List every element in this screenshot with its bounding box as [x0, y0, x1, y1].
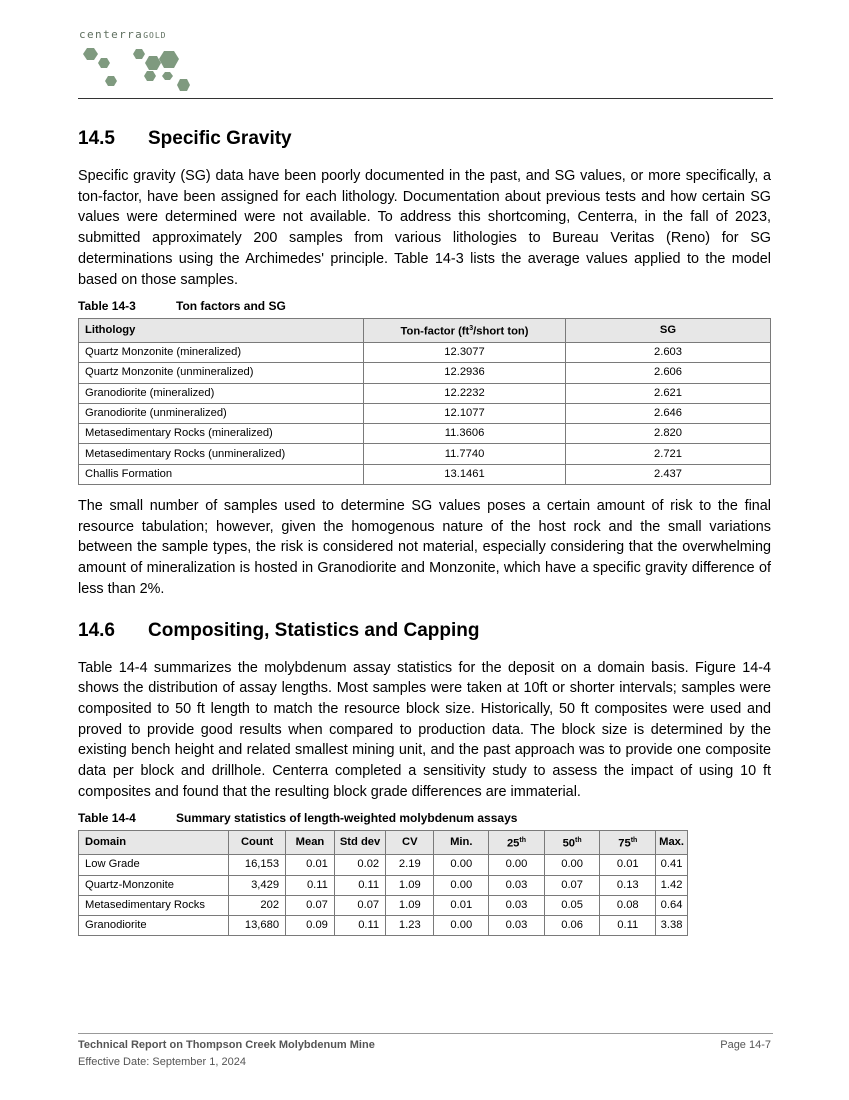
molybdenum-statistics-table	[78, 830, 688, 936]
table-row	[79, 424, 771, 444]
footer-page-number: Page 14-7	[720, 1039, 771, 1051]
table-row	[79, 895, 688, 915]
logo-wordmark: centerraGOLD	[79, 28, 167, 41]
footer-report-title: Technical Report on Thompson Creek Molybdenum Mine	[78, 1039, 375, 1051]
footer-effective-date: Effective Date: September 1, 2024	[78, 1056, 246, 1068]
section-14-5-paragraph-2: The small number of samples used to determine SG values poses a certain amount of risk to the final resource tabulation; however, given the homogenous nature of the host rock and the small variations between the sample types, the risk is considered not material, especially considering that the overwhelming amount of mineralization is hosted in Granodiorite and Monzonite, which have a specific gravity difference of less than 2%.	[78, 498, 771, 597]
table-cell: 2.606	[566, 363, 771, 383]
table-row	[79, 875, 688, 895]
table-cell: 12.3077	[364, 342, 566, 362]
column-header-p50: 50th	[544, 831, 600, 855]
table-cell: 2.721	[566, 444, 771, 464]
table-cell: Metasedimentary Rocks (unmineralized)	[79, 444, 364, 464]
table-cell: 12.2936	[364, 363, 566, 383]
centerra-gold-logo	[79, 28, 209, 98]
table-cell: 0.03	[489, 895, 545, 915]
table-cell: Granodiorite (unmineralized)	[79, 403, 364, 423]
table-row	[79, 464, 771, 484]
table-cell: Low Grade	[79, 855, 229, 875]
table-cell: 0.03	[489, 916, 545, 936]
column-header-std-dev: Std dev	[334, 831, 385, 855]
table-cell: 0.11	[286, 875, 335, 895]
table-cell: 0.09	[286, 916, 335, 936]
page-content	[78, 128, 771, 936]
table-row	[79, 855, 688, 875]
table-cell: 0.00	[434, 916, 489, 936]
table-cell: 12.2232	[364, 383, 566, 403]
column-header-sg: SG	[566, 319, 771, 343]
table-cell: 11.7740	[364, 444, 566, 464]
column-header-p75: 75th	[600, 831, 656, 855]
header-rule	[78, 98, 773, 99]
table-cell: 0.01	[600, 855, 656, 875]
table-cell: 13.1461	[364, 464, 566, 484]
table-cell: 0.11	[334, 875, 385, 895]
table-cell: 0.00	[434, 875, 489, 895]
table-row	[79, 403, 771, 423]
table-cell: 2.621	[566, 383, 771, 403]
table-cell: 0.05	[544, 895, 600, 915]
table-cell: 13,680	[229, 916, 286, 936]
table-cell: 11.3606	[364, 424, 566, 444]
column-header-mean: Mean	[286, 831, 335, 855]
column-header-cv: CV	[386, 831, 434, 855]
table-cell: 0.11	[334, 916, 385, 936]
table-cell: 1.09	[386, 895, 434, 915]
table-cell: 1.23	[386, 916, 434, 936]
table-cell: 0.00	[489, 855, 545, 875]
column-header-min: Min.	[434, 831, 489, 855]
column-header-p25: 25th	[489, 831, 545, 855]
table-cell: Granodiorite (mineralized)	[79, 383, 364, 403]
table-cell: 2.820	[566, 424, 771, 444]
table-cell: 0.01	[286, 855, 335, 875]
table-cell: 0.00	[544, 855, 600, 875]
table-row	[79, 916, 688, 936]
ton-factor-table	[78, 318, 771, 485]
table-cell: 0.64	[656, 895, 688, 915]
table-cell: Metasedimentary Rocks	[79, 895, 229, 915]
column-header-count: Count	[229, 831, 286, 855]
column-header-domain: Domain	[79, 831, 229, 855]
table-cell: Granodiorite	[79, 916, 229, 936]
table-cell: 0.13	[600, 875, 656, 895]
table-cell: Quartz-Monzonite	[79, 875, 229, 895]
table-14-4-caption: Table 14-4 Summary statistics of length-weighted molybdenum assays	[78, 811, 518, 826]
section-14-5-paragraph: Specific gravity (SG) data have been poorly documented in the past, and SG values, or more specifically, a ton-factor, have been assigned for each lithology. Documentation about previous tests and how certain SG values were determined were not available. To address this shortcoming, Centerra, in the fall of 2023, submitted approximately 200 samples from various lithologies to Bureau Veritas (Reno) for SG determinations using the Archimedes' principle. Table 14-3 lists the average values applied to the model based on those samples.	[78, 168, 771, 288]
table-cell: 0.08	[600, 895, 656, 915]
table-cell: 0.03	[489, 875, 545, 895]
table-row	[79, 363, 771, 383]
table-cell: 12.1077	[364, 403, 566, 423]
table-cell: 16,153	[229, 855, 286, 875]
table-cell: Metasedimentary Rocks (mineralized)	[79, 424, 364, 444]
footer-rule	[78, 1033, 773, 1034]
hexagon-cluster-icon	[79, 42, 199, 94]
table-row	[79, 383, 771, 403]
table-cell: 0.07	[544, 875, 600, 895]
table-cell: 0.02	[334, 855, 385, 875]
table-cell: 0.06	[544, 916, 600, 936]
table-cell: Quartz Monzonite (unmineralized)	[79, 363, 364, 383]
section-14-6-heading: 14.6 Compositing, Statistics and Capping	[78, 619, 480, 641]
column-header-max: Max.	[656, 831, 688, 855]
table-cell: 0.00	[434, 855, 489, 875]
table-row	[79, 444, 771, 464]
section-14-6-paragraph: Table 14-4 summarizes the molybdenum assay statistics for the deposit on a domain basis. Figure 14-4 shows the distribution of assay lengths. Most samples were taken at 10ft or shorter intervals; samples were composited to 50 ft length to match the resource block size. Historically, 50 ft composites were used and proved to provide good results when compared to production data. The block size is determined by the existing bench height and related smallest mining unit, and the past approach was to provide one composite data per block and drillhole. Centerra completed a sensitivity study to assess the impact of using 10 ft composites and found that the resulting block grade differences are immaterial.	[78, 659, 771, 800]
table-cell: Quartz Monzonite (mineralized)	[79, 342, 364, 362]
table-row	[79, 342, 771, 362]
table-cell: 2.603	[566, 342, 771, 362]
table-cell: 1.42	[656, 875, 688, 895]
table-cell: 3.38	[656, 916, 688, 936]
table-14-3-caption: Table 14-3 Ton factors and SG	[78, 299, 286, 314]
table-cell: 0.11	[600, 916, 656, 936]
table-cell: 202	[229, 895, 286, 915]
table-cell: 0.07	[334, 895, 385, 915]
table-cell: 2.19	[386, 855, 434, 875]
section-14-5-heading: 14.5 Specific Gravity	[78, 128, 292, 149]
table-cell: 0.41	[656, 855, 688, 875]
table-cell: Challis Formation	[79, 464, 364, 484]
table-cell: 2.437	[566, 464, 771, 484]
column-header-ton-factor: Ton-factor ($ft^3$/short ton)	[364, 319, 566, 343]
table-cell: 3,429	[229, 875, 286, 895]
table-cell: 1.09	[386, 875, 434, 895]
table-cell: 0.01	[434, 895, 489, 915]
column-header-lithology: Lithology	[79, 319, 364, 343]
table-cell: 2.646	[566, 403, 771, 423]
table-cell: 0.07	[286, 895, 335, 915]
